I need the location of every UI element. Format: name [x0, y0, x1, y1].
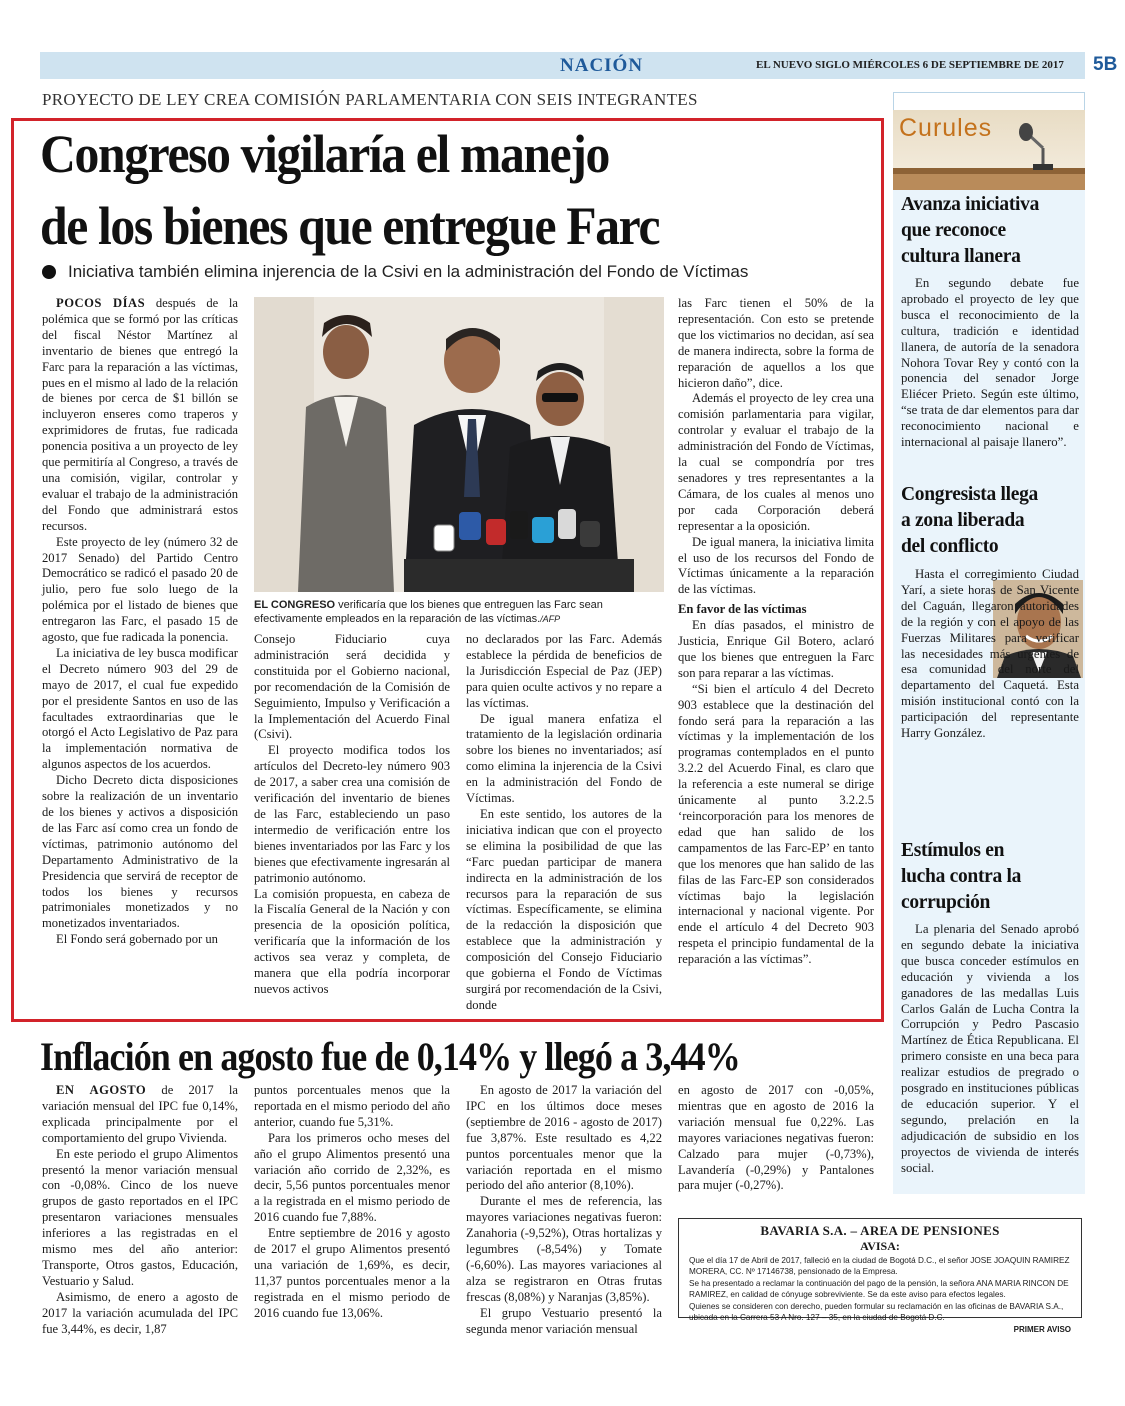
inflation-column-2: [254, 1083, 450, 1322]
paragraph: después de la polémica que se formó por las críticas del fiscal Néstor Martínez al inventario de bienes que entregó la Farc para la reparación a las víctimas, pues en el mismo al lado de la relación de bienes por cerca de $1 billón se incluyeron enseres como traperos y exprimidores de frutas, fue radicada ponencia positiva a un proyecto de ley que permitiría al Congreso, a través de una comisión, vigilar, controlar y evaluar el trabajo de la administración del Fondo que administrará estos recursos.: [42, 296, 238, 533]
press-conference-image: [254, 297, 664, 592]
sidebar-headline-3: [901, 838, 1081, 916]
summary-text: Iniciativa también elimina injerencia de la Csivi en la administración del Fondo de Víctimas: [68, 262, 749, 281]
inflation-column-4: [678, 1083, 874, 1194]
paragraph: En este sentido, los autores de la iniciativa indican que con el proyecto se elimina la posibilidad de que las “Farc puedan participar de manera indirecta en la administración de los recursos para la reparación de sus víctimas. Específicamente, se elimina de la redacción la disposición que establece que la administración y composición del Consejo Fiduciario que gobierna el Fondo de Víctimas surgirá por recomendación de la Csivi, donde: [466, 806, 662, 1012]
notice-footer: PRIMER AVISO: [1013, 1325, 1071, 1334]
headline-line: lucha contra la: [901, 866, 1022, 887]
sidebar-text-1: [901, 276, 1079, 451]
paragraph: Este proyecto de ley (número 32 de 2017 Senado) del Partido Centro Democrático se radicó el pasado 20 de julio, pero fue solo luego de la polémica por el listado de bienes que entregaron las Farc, el pasado 15 de agosto, que fue radicada la ponencia.: [42, 534, 238, 645]
section-name: NACIÓN: [560, 55, 644, 76]
paragraph: El proyecto modifica todos los artículos del Decreto-ley número 903 de 2017, a saber crea una comisión de verificación del inventario de bienes de las Farc, estableciendo un paso intermedio de verificación entre los bienes inventariados por las Farc y los bienes que efectivamente ingresarán al patrimonio autónomo.: [254, 743, 450, 885]
article-column-2: [254, 632, 450, 998]
page-header-band: [40, 52, 1118, 79]
paragraph: las Farc tienen el 50% de la representación. Con esto se pretende que los victimarios no decidan, así sea de manera indirecta, sobre la forma de reparación de aquellos a los que hicieron daño”, dice.: [678, 296, 874, 390]
paragraph: en agosto de 2017 con -0,05%, mientras que en agosto de 2016 la variación mensual fue 0,22%. Las mayores variaciones negativas fueron: Calzado para mujer (-0,73%), Lavandería (-0,29%) y Pantalones para mujer (-0,27%).: [678, 1083, 874, 1193]
sidebar-headline-1: [901, 192, 1081, 270]
notice-paragraph: Que el día 17 de Abril de 2017, falleció en la ciudad de Bogotá D.C., el señor JOSE JOAQUIN RAMIREZ MORERA, CC. Nº 17146738, pensionado de la Empresa.: [689, 1256, 1070, 1276]
curules-banner: [893, 110, 1085, 190]
paragraph: Hasta el corregimiento Ciudad Yarí, a siete horas de San Vicente del Caguán, llegaron autoridades de la región y con el apoyo de las Fuerzas Militares para verificar las necesidades más urgentes de esa comunidad del norte del departamento del Caquetá. Esta misión institucional contó con la participación del representante Harry González.: [901, 567, 1079, 741]
subheading: En favor de las víctimas: [678, 602, 807, 617]
main-headline: [40, 118, 776, 262]
photo-caption: [254, 598, 664, 626]
notice-paragraph: Se ha presentado a reclamar la continuación del pago de la pensión, la señora ANA MARIA RINCON DE RAMIREZ, en calidad de cónyuge sobreviviente. Se da este aviso para efectos legales.: [689, 1279, 1069, 1299]
story-summary: [42, 262, 862, 282]
headline-line: a zona liberada: [901, 510, 1025, 531]
paragraph: La comisión propuesta, en cabeza de la Fiscalía General de la Nación y con presencia de la oposición política, verificaría que la información de los activos sea veraz y completa, de manera que ella podría incorporar nuevos activos: [254, 886, 450, 996]
headline-line-1: Congreso vigilaría el manejo: [40, 124, 609, 184]
headline-line: Congresista llega: [901, 484, 1038, 505]
article-column-3: [466, 632, 662, 1014]
headline-line-2: de los bienes que entregue Farc: [40, 196, 660, 256]
paragraph: Durante el mes de referencia, las mayores variaciones negativas fueron: Zanahoria (-9,52%), Otras hortalizas y legumbres (-8,54%) y Tomate (-6,60%). Las mayores variaciones al alza se registraron en Otras frutas frescas (8,08%) y Naranjas (3,85%).: [466, 1194, 662, 1304]
paragraph: de 2017 la variación mensual del IPC fue 0,14%, explicada principalmente por el comportamiento del grupo Vivienda.: [42, 1083, 239, 1145]
photo-credit: /AFP: [540, 614, 561, 624]
paragraph: Para los primeros ocho meses del año el grupo Alimentos presentó una variación año corrido de 2,32%, es decir, 5,56 puntos porcentuales menor a la registrada en el mismo periodo de 2016 cuando fue 7,88%.: [254, 1130, 450, 1225]
caption-text: verificaría que los bienes que entreguen las Farc sean efectivamente empleados en la reparación de las víctimas.: [254, 599, 603, 625]
sidebar-headline-2: [901, 482, 1081, 560]
paragraph: Además el proyecto de ley crea una comisión parlamentaria para vigilar, controlar y evaluar el trabajo de la administración del Fondo de Víctimas, la cual se compondría por tres senadores y tres representantes a la Cámara, de los cuales al menos uno por cada Corporación deberá representar a la oposición.: [678, 391, 874, 533]
inflation-column-3: [466, 1083, 662, 1338]
headline-line: del conflicto: [901, 536, 999, 557]
page-number: 5B: [1093, 54, 1118, 75]
inflation-headline: Inflación en agosto fue de 0,14% y llegó a 3,44%: [40, 1034, 740, 1079]
sidebar-text-3: [901, 922, 1079, 1177]
legal-notice: [678, 1218, 1082, 1334]
notice-paragraph: Quienes se consideren con derecho, pueden formular su reclamación en las oficinas de BAVARIA S.A., ubicada en la Carrera 53 A Nro. 127 – 35, en la ciudad de Bogotá D.C.: [689, 1302, 1064, 1322]
paragraph: En días pasados, el ministro de Justicia, Enrique Gil Botero, aclaró que los bienes que entreguen la Farc son para reparar a las víctimas.: [678, 618, 874, 680]
headline-line: cultura llanera: [901, 246, 1021, 267]
article-column-1: [42, 296, 238, 948]
headline-line: Estímulos en: [901, 840, 1005, 861]
paragraph: El Fondo será gobernado por un: [56, 932, 218, 947]
headline-line: Avanza iniciativa: [901, 194, 1040, 215]
headline-line: que reconoce: [901, 220, 1006, 241]
sidebar-text-2: [901, 567, 1079, 742]
notice-subtitle: AVISA:: [860, 1239, 900, 1253]
microphone-icon: [893, 110, 1085, 190]
caption-lead: EL CONGRESO: [254, 599, 336, 611]
paragraph: De igual manera enfatiza el tratamiento de la legislación ordinaria sobre los bienes no inventariados; así como elimina la injerencia de la Csivi en la administración del Fondo de Víctimas.: [466, 711, 662, 806]
bullet-icon: [42, 265, 56, 279]
inflation-column-1: [42, 1083, 238, 1338]
paragraph: puntos porcentuales menos que la reportada en el mismo periodo del año anterior, cuando fue 5,31%.: [254, 1083, 450, 1129]
paragraph: El grupo Vestuario presentó la segunda menor variación mensual: [466, 1305, 662, 1336]
paragraph: La iniciativa de ley busca modificar el Decreto número 903 del 29 de mayo de 2017, el cual fue expedido por el presidente Santos en uso de las facultades extraordinarias que le otorgó el Acto Legislativo de Paz para la implementación normativa de algunos aspectos de los acuerdos.: [42, 645, 238, 772]
story-kicker: PROYECTO DE LEY CREA COMISIÓN PARLAMENTARIA CON SEIS INTEGRANTES: [42, 90, 698, 109]
paragraph: “Si bien el artículo 4 del Decreto 903 establece que la destinación del fondo será para la reparación a las víctimas y la implementación de los programas contemplados en el punto 3.2.2 del Acuerdo Final, es claro que la referencia a este numeral se dirige únicamente al punto 3.2.2.5 ‘reincorporación para los menores de edad que han salido de los campamentos de las Farc-EP’ en tanto que los menores que han salido de las filas de las Farc-EP son considerados víctimas bajo la legislación internacional y nacional vigente. Por ende el artículo 4 del Decreto 903 respeta el principio fundamental de la reparación a las víctimas”.: [678, 681, 874, 967]
notice-title: BAVARIA S.A. – AREA DE PENSIONES: [760, 1223, 1000, 1238]
news-photo: [254, 297, 664, 592]
curules-title: Curules: [899, 114, 993, 142]
paragraph: no declarados por las Farc. Además establece la pérdida de beneficios de la Jurisdicción Especial de Paz (JEP) para quien oculte activos y no repare a las víctimas.: [466, 632, 662, 710]
paragraph: Asimismo, de enero a agosto de 2017 la variación acumulada del IPC fue 3,44%, es decir, 1,87: [42, 1289, 238, 1336]
lead-word: POCOS DÍAS: [56, 296, 146, 310]
headline-line: corrupción: [901, 892, 991, 913]
paragraph: Consejo Fiduciario cuya administración será decidida y constituida por el Gobierno nacional, por recomendación de la Comisión de Seguimiento, Impulso y Verificación a la Implementación del Acuerdo Final (Csivi).: [254, 632, 450, 742]
paragraph: La plenaria del Senado aprobó en segundo debate la iniciativa que busca conceder estímulos en educación y vivienda a los ganadores de las medallas Luis Carlos Galán de Lucha Contra la Corrupción y Pedro Pascasio Martínez de Ética Republicana. El primero consiste en una beca para realizar estudios de pregrado o posgrado en instituciones públicas de educación superior. Y el segundo, prelación en la adjudicación de subsidio en los proyectos de vivienda de interés social.: [901, 922, 1079, 1175]
lead-word: EN AGOSTO: [56, 1083, 147, 1097]
paragraph: En agosto de 2017 la variación del IPC en los últimos doce meses (septiembre de 2016 - agosto de 2017) fue 3,87%. Este resultado es 4,22 puntos porcentuales menor que la variación reportada en el mismo periodo del año anterior (8,10%).: [466, 1083, 662, 1193]
paragraph: Entre septiembre de 2016 y agosto de 2017 el grupo Alimentos presentó una variación de 1,69%, es decir, 11,37 puntos porcentuales menor a la registrada en el mismo periodo de 2016 cuando fue 13,06%.: [254, 1226, 450, 1320]
paragraph: Dicho Decreto dicta disposiciones sobre la realización de un inventario de los bienes y activos a disposición de las Farc así como crea un fondo de víctimas, patrimonio autónomo del Departamento Administrativo de la Presidencia que servirá de receptor de todos los bienes y recursos patrimoniales monetizados y no monetizados inventariados.: [42, 773, 238, 931]
dateline: EL NUEVO SIGLO MIÉRCOLES 6 DE SEPTIEMBRE DE 2017: [756, 59, 1064, 71]
article-column-4: [678, 296, 874, 968]
paragraph: En este periodo el grupo Alimentos presentó la menor variación mensual con -0,08%. Cinco de los nueve grupos de gasto reportados en el IPC presentaron variaciones mensuales inferiores a las registradas en el mismo mes del año anterior: Transporte, Otros gastos, Educación, Vestuario y Salud.: [42, 1146, 238, 1288]
paragraph: De igual manera, la iniciativa limita el uso de los recursos del Fondo de Víctimas únicamente a la reparación de las víctimas.: [678, 534, 874, 597]
paragraph: En segundo debate fue aprobado el proyecto de ley que busca el reconocimiento de la cultura, tradición e identidad llanera, de autoría de la senadora Nohora Tovar Rey y contó con la ponencia del senador Jorge Eliécer Prieto. Según este último, “se trata de dar elementos para dar reconocimiento nacional e internacional al paisaje llanero”.: [901, 276, 1079, 450]
